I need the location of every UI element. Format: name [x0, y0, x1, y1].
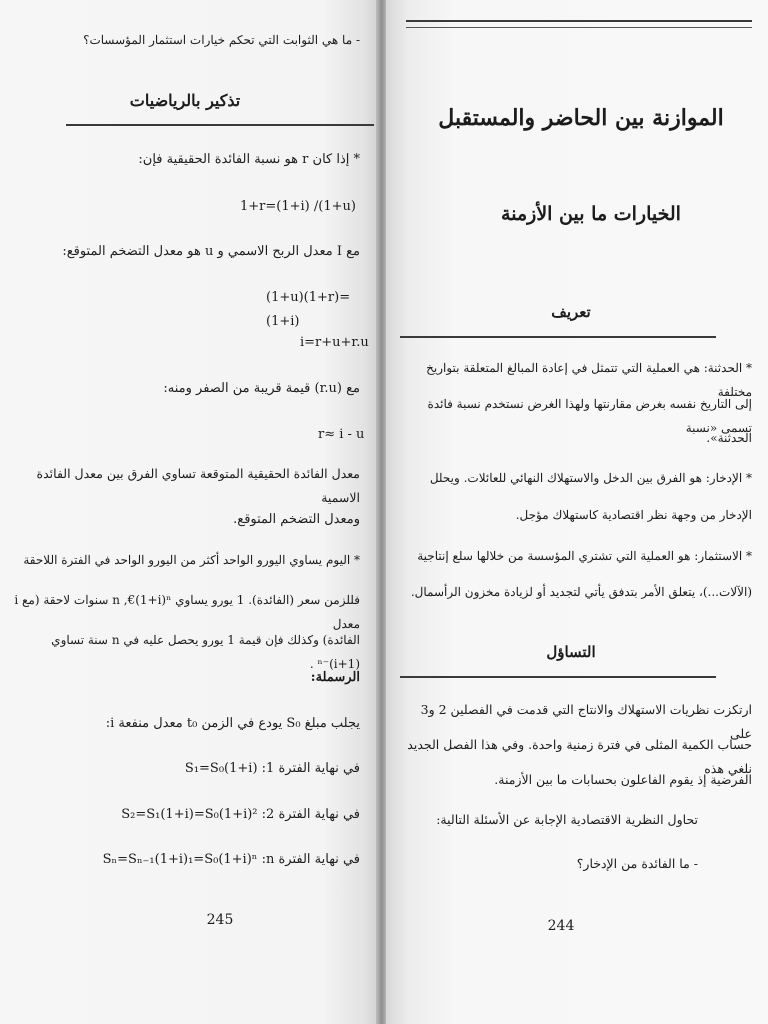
- period-2-eq: S₂=S₁(1+i)=S₀(1+i)²: [121, 807, 258, 822]
- math-p5-line3: الفائدة) وكذلك فإن قيمة 1 يورو يحصل عليه في n سنة تساوي (1+i)⁻ⁿ .: [51, 633, 360, 671]
- period-n-formula: [30, 848, 360, 872]
- definition-heading: تعريف: [551, 303, 591, 321]
- def-investment-line2: (الآلات...)، يتعلق الأمر بتدفق يأتي لتجديد أو لزيادة مخزون الرأسمال.: [410, 585, 752, 599]
- definition-rule: [400, 336, 716, 338]
- header-rule-top: [406, 20, 752, 22]
- left-top-question: - ما هي الثوابت التي تحكم خيارات استثمار المؤسسات؟: [83, 33, 360, 47]
- page-number-right: 244: [547, 918, 575, 934]
- math-eq2-text: (1+u)(1+r)=(1+i): [266, 290, 351, 329]
- def-saving-line2: الإدخار من وجهة نظر اقتصادية كاستهلاك مؤجل.: [515, 508, 752, 522]
- question-line4: تحاول النظرية الاقتصادية الإجابة عن الأسئلة التالية:: [436, 812, 698, 827]
- left-page: [0, 0, 380, 1024]
- period-2-label: في نهاية الفترة 2:: [261, 807, 360, 822]
- math-eq1-text: 1+r=(1+i) /(1+u): [240, 199, 356, 214]
- question-rule: [400, 676, 716, 678]
- left-title-rule: [66, 124, 374, 126]
- page-number-left: 245: [206, 912, 234, 928]
- left-section-title: تذكير بالرياضيات: [129, 91, 241, 110]
- math-eq3: [300, 331, 370, 355]
- capitalization-intro: يجلب مبلغ S₀ يودع في الزمن t₀ معدل منفعة i:: [105, 716, 360, 731]
- period-n-eq: Sₙ=Sₙ₋₁(1+i)₁=S₀(1+i)ⁿ: [102, 852, 258, 867]
- question-heading: التساؤل: [546, 643, 596, 661]
- math-eq1: [240, 195, 360, 219]
- def-investment-line1: * الاستثمار: هو العملية التي تشتري المؤسسة من خلالها سلع إنتاجية: [417, 549, 752, 563]
- math-p4-line1: معدل الفائدة الحقيقية المتوقعة تساوي الفرق بين معدل الفائدة الاسمية: [36, 466, 360, 505]
- math-p5-line1: * اليوم يساوي اليورو الواحد أكثر من اليورو الواحد في الفترة اللاحقة: [23, 553, 360, 567]
- question-line1: ارتكزت نظريات الاستهلاك والانتاج التي قدمت في الفصلين 2 و3 على: [420, 702, 752, 741]
- math-p2: مع I معدل الربح الاسمي و u هو معدل التضخم المتوقع:: [62, 244, 360, 259]
- math-eq2: [266, 286, 376, 334]
- math-p5-line2: فللزمن سعر (الفائدة). 1 يورو يساوي n ,€(1+i)ⁿ سنوات لاحقة (مع i معدل: [14, 593, 360, 631]
- question-line3: الفرضية إذ يقوم الفاعلون بحسابات ما بين الأزمنة.: [494, 772, 752, 787]
- math-eq4: [318, 423, 368, 447]
- header-rule-bottom: [406, 27, 752, 28]
- right-page: [386, 0, 768, 1024]
- math-p1: * إذا كان r هو نسبة الفائدة الحقيقية فإن:: [138, 152, 360, 167]
- question-line2: حساب الكمية المثلى في فترة زمنية واحدة. وفي هذا الفصل الجديد نلغي هذه: [407, 737, 752, 776]
- math-eq3-text: i=r+u+r.u: [300, 335, 369, 350]
- period-1-label: في نهاية الفترة 1:: [261, 761, 360, 776]
- def-saving-line1: * الإدخار: هو الفرق بين الدخل والاستهلاك النهائي للعائلات. ويحلل: [429, 471, 752, 485]
- period-1-eq: S₁=S₀(1+i): [184, 761, 258, 776]
- math-eq4-text: r≈ i - u: [318, 427, 365, 442]
- def-discounting-line1: * الحدثنة: هي العملية التي تتمثل في إعادة المبالغ المتعلقة بتواريخ مختلفة: [426, 361, 752, 399]
- period-2-formula: [30, 803, 360, 827]
- period-n-label: في نهاية الفترة n:: [261, 852, 360, 867]
- def-discounting-line3: الحدثنة».: [706, 431, 752, 445]
- capitalization-title: الرسملة:: [310, 670, 360, 685]
- period-1-formula: [30, 757, 360, 781]
- math-p4-line2: ومعدل التضخم المتوقع.: [233, 512, 360, 527]
- question-line5: - ما الفائدة من الإدخار؟: [576, 856, 698, 871]
- chapter-title: الموازنة بين الحاضر والمستقبل: [438, 105, 724, 131]
- chapter-subtitle: الخيارات ما بين الأزمنة: [501, 203, 681, 225]
- math-p3: مع (r.u) قيمة قريبة من الصفر ومنه:: [163, 381, 360, 396]
- def-discounting-line2: إلى التاريخ نفسه بغرض مقارنتها ولهذا الغرض نستخدم نسبة فائدة تسمى «نسبة: [427, 397, 752, 435]
